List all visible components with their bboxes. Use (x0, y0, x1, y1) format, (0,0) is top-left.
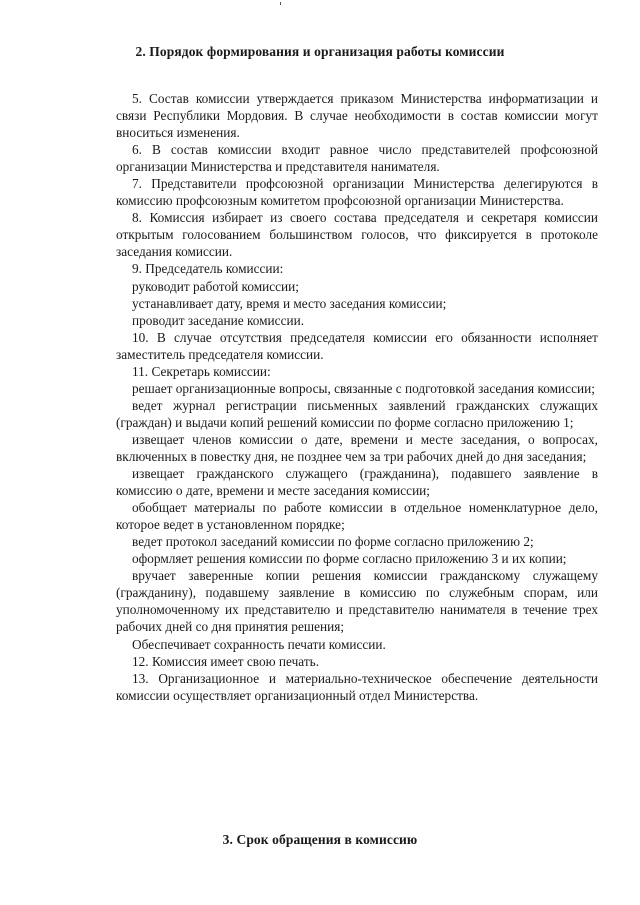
section-3-heading: 3. Срок обращения в комиссию (222, 832, 418, 847)
secretary-duty-1: решает организационные вопросы, связанные с подготовкой заседания комиссии; (132, 380, 595, 396)
secretary-duty-2: ведет журнал регистрации письменных заявлений гражданских служащих (граждан) и выдачи копий решений комиссии по форме согласно приложению 1; (116, 397, 598, 430)
secretary-duty-6: ведет протокол заседаний комиссии по форме согласно приложению 2; (132, 534, 534, 550)
chair-duty-3: проводит заседание комиссии. (132, 312, 305, 328)
scan-mark (280, 2, 281, 5)
secretary-duty-5: обобщает материалы по работе комиссии в отдельное номенклатурное дело, которое ведет в установленном порядке; (116, 500, 598, 533)
paragraph-6: 6. В состав комиссии входит равное число представителей профсоюзной организации Министерства и представителя нанимателя. (116, 142, 598, 175)
section-2-heading: 2. Порядок формирования и организация работы комиссии (135, 44, 505, 59)
paragraph-9: 9. Председатель комиссии: (132, 261, 284, 277)
secretary-duty-8: вручает заверенные копии решения комиссии гражданскому служащему (гражданину), подавшему заявление в комиссию по служебным спорам, или уполномоченному их представителю и представителю нанимателя в течение трех рабочих дней со дня принятия решения; (116, 568, 598, 635)
section-2-body (116, 90, 598, 704)
paragraph-11: 11. Секретарь комиссии: (132, 363, 271, 379)
chair-duty-2: устанавливает дату, время и место заседания комиссии; (132, 295, 447, 311)
secretary-duty-7: оформляет решения комиссии по форме согласно приложению 3 и их копии; (132, 551, 567, 567)
paragraph-13: 13. Организационное и материально-техническое обеспечение деятельности комиссии осуществляет организационный отдел Министерства. (116, 670, 598, 703)
chair-duty-1: руководит работой комиссии; (132, 278, 299, 294)
paragraph-5: 5. Состав комиссии утверждается приказом Министерства информатизации и связи Республики Мордовия. В случае необходимости в состав комиссии могут вноситься изменения. (116, 91, 598, 141)
secretary-duty-4: извещает гражданского служащего (гражданина), подавшего заявление в комиссию о дате, времени и месте заседания комиссии; (116, 466, 598, 499)
paragraph-8: 8. Комиссия избирает из своего состава председателя и секретаря комиссии открытым голосованием большинством голосов, что фиксируется в протоколе заседания комиссии. (116, 210, 598, 260)
paragraph-7: 7. Представители профсоюзной организации Министерства делегируются в комиссию профсоюзным комитетом профсоюзной организации Министерства. (116, 176, 598, 209)
paragraph-10: 10. В случае отсутствия председателя комиссии его обязанности исполняет заместитель председателя комиссии. (116, 329, 598, 362)
secretary-duty-9: Обеспечивает сохранность печати комиссии. (132, 636, 386, 652)
paragraph-12: 12. Комиссия имеет свою печать. (132, 653, 320, 669)
secretary-duty-3: извещает членов комиссии о дате, времени и месте заседания, о вопросах, включенных в повестку дня, не позднее чем за три рабочих дней до дня заседания; (116, 431, 598, 464)
